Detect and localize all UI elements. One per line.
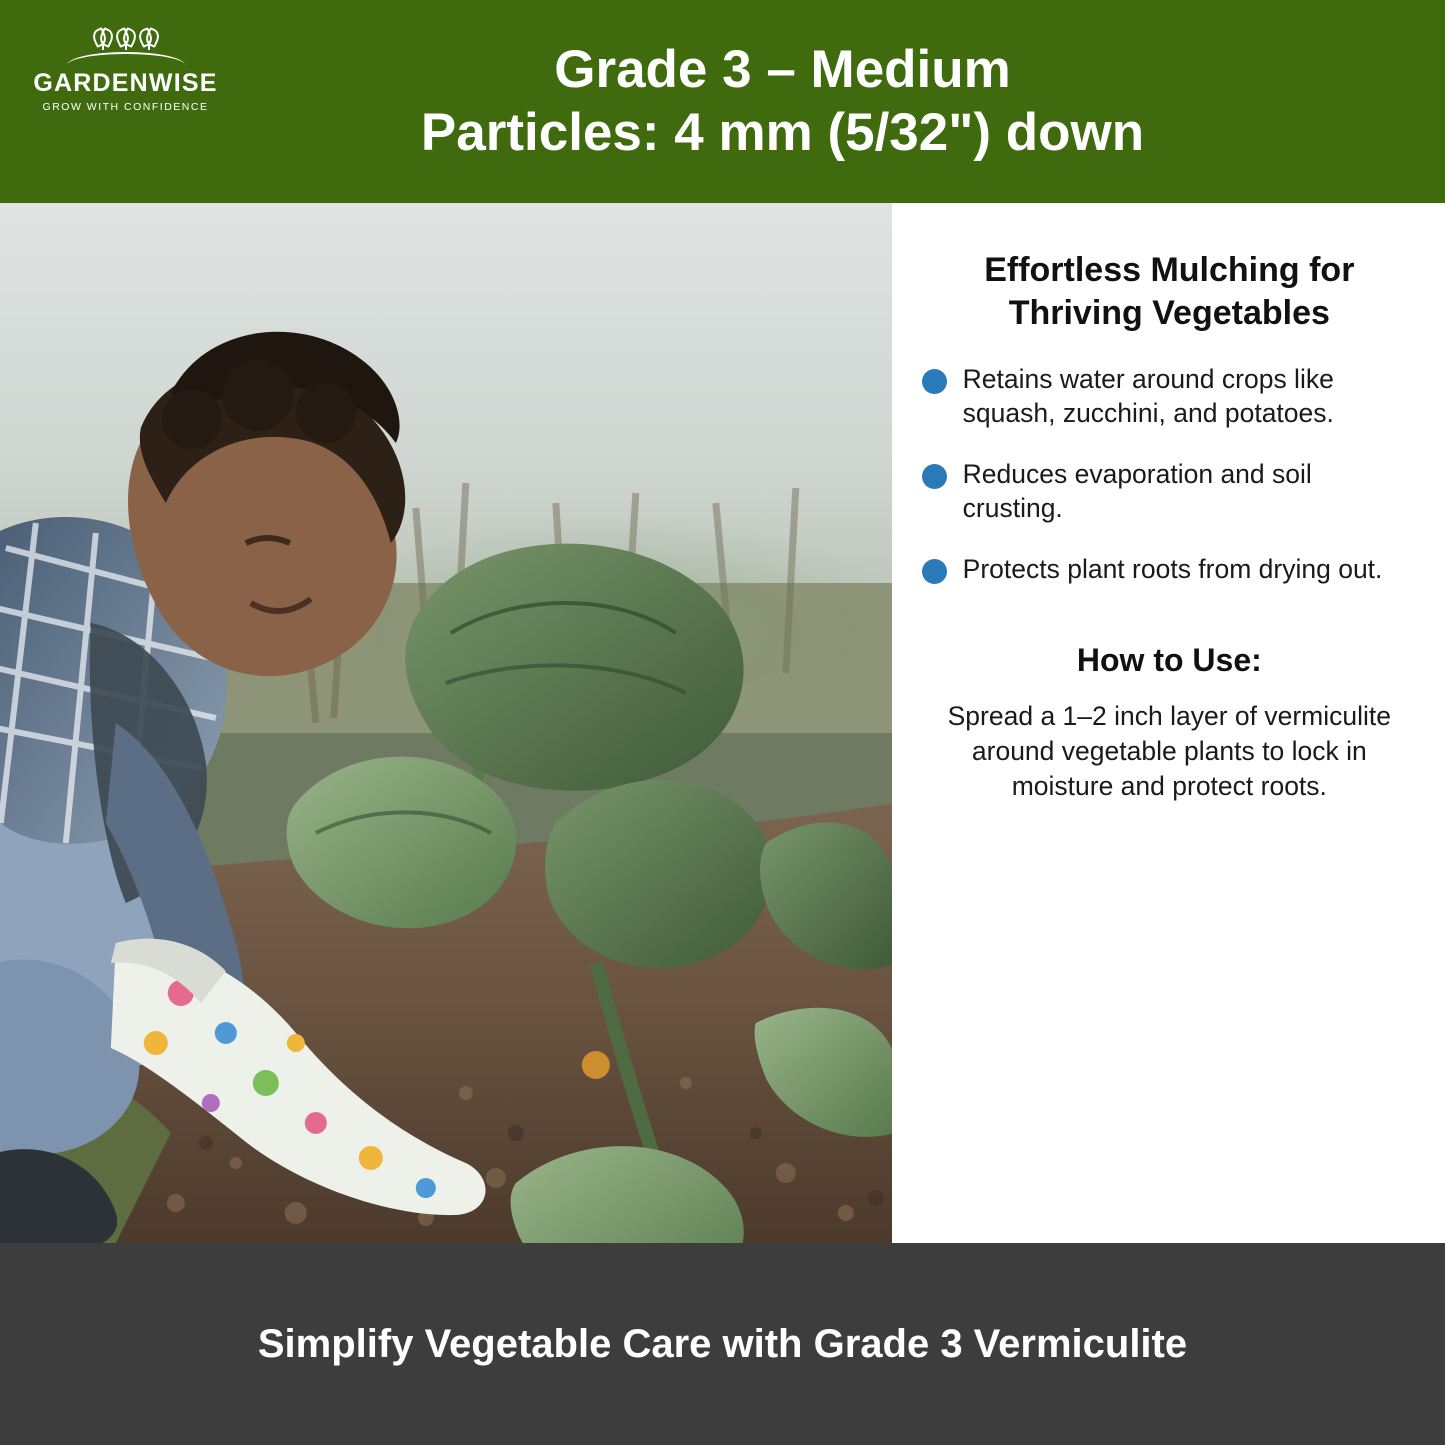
- bullet-dot-icon: [922, 369, 947, 394]
- how-to-use-heading: How to Use:: [1076, 642, 1262, 679]
- list-item: [922, 362, 1417, 431]
- brand-logo: [18, 18, 233, 113]
- how-to-use-text: Spread a 1–2 inch layer of vermiculite around vegetable plants to lock in moisture and protect roots.: [947, 701, 1391, 802]
- header-banner: [0, 0, 1445, 203]
- list-item-text: Reduces evaporation and soil crusting.: [962, 458, 1312, 524]
- list-item: [922, 552, 1417, 586]
- brand-name: GARDENWISE: [33, 69, 218, 97]
- arc-divider-icon: [67, 52, 185, 68]
- page-title-line1: Grade 3 – Medium: [554, 39, 1011, 99]
- footer-banner: [0, 1243, 1445, 1445]
- footer-text: Simplify Vegetable Care with Grade 3 Vermiculite: [257, 1322, 1188, 1366]
- content-area: [0, 203, 1445, 1243]
- list-item-text: Retains water around crops like squash, zucchini, and potatoes.: [962, 364, 1334, 429]
- brand-tagline: GROW WITH CONFIDENCE: [42, 101, 209, 114]
- benefits-list: [922, 362, 1417, 586]
- product-photo: [0, 203, 892, 1243]
- bullet-dot-icon: [922, 559, 947, 584]
- bullet-dot-icon: [922, 464, 947, 489]
- info-panel: [892, 203, 1445, 1243]
- page-title-line2: Particles: 4 mm (5/32") down: [420, 102, 1145, 162]
- sprouts-icon: [18, 18, 233, 50]
- list-item: [922, 457, 1417, 526]
- panel-title: Effortless Mulching for Thriving Vegetables: [984, 251, 1355, 332]
- list-item-text: Protects plant roots from drying out.: [962, 553, 1383, 584]
